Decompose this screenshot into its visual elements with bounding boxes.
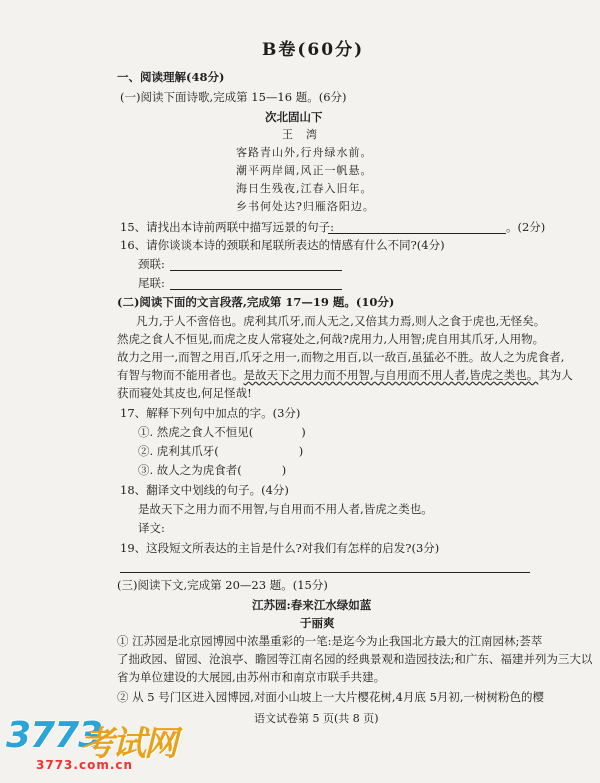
watermark-chinese: 考试网 xyxy=(80,724,176,764)
watermark-number: 3773 xyxy=(6,715,103,756)
part1-intro: (一)阅读下面诗歌,完成第 15—16 题。(6分) xyxy=(120,90,347,104)
answer-line[interactable] xyxy=(170,270,342,271)
article-author: 于丽爽 xyxy=(300,616,335,630)
part3-intro: (三)阅读下文,完成第 20—23 题。(15分) xyxy=(117,578,328,592)
q17-item xyxy=(138,463,286,477)
q16-label-a: 颈联: xyxy=(138,257,165,271)
q17-close: ) xyxy=(281,463,287,477)
q17-item xyxy=(138,444,303,458)
passage-line: 然虎之食人不恒见,而虎之皮人常寝处之,何哉?虎用力,人用智;虎自用其爪牙,人用物。 xyxy=(117,332,545,346)
poem-line: 海日生残夜,江春入旧年。 xyxy=(236,182,373,195)
poem-author: 王 湾 xyxy=(282,128,318,141)
passage-line: 获而寝处其皮也,何足怪哉! xyxy=(117,386,252,400)
article-title: 江苏园:春来江水绿如蓝 xyxy=(252,598,372,612)
passage-text: 有智与物而不能用者也。 xyxy=(117,368,244,382)
poem-title: 次北固山下 xyxy=(265,110,323,124)
passage-text: 其为人 xyxy=(538,368,573,382)
q17-item-text: ②. 虎利其爪牙( xyxy=(138,444,219,458)
page-footer: 语文试卷第 5 页(共 8 页) xyxy=(254,712,379,725)
part2-intro: (二)阅读下面的文言段落,完成第 17—19 题。(10分) xyxy=(117,295,395,309)
poem-line: 乡书何处达?归雁洛阳边。 xyxy=(236,200,375,213)
q17-close: ) xyxy=(301,425,306,439)
passage-line: 凡力,于人不啻倍也。虎利其爪牙,而人无之,又倍其力焉,则人之食于虎也,无怪矣。 xyxy=(136,314,546,328)
question-16: 16、请你谈谈本诗的颈联和尾联所表达的情感有什么不同?(4分) xyxy=(120,238,445,252)
q16-label-b: 尾联: xyxy=(138,276,165,290)
passage-line xyxy=(117,368,573,382)
section-heading: 一、阅读理解(48分) xyxy=(117,70,225,84)
article-paragraph: ① 江苏园是北京园博园中浓墨重彩的一笔:是迄今为止我国北方最大的江南园林;荟萃 xyxy=(117,634,543,648)
poem-line: 潮平两岸阔,风正一帆悬。 xyxy=(236,164,373,177)
answer-line[interactable] xyxy=(328,233,506,234)
q17-item-text: ①. 然虎之食人不恒见( xyxy=(138,425,254,439)
question-19: 19、这段短文所表达的主旨是什么?对我们有怎样的启发?(3分) xyxy=(120,541,440,555)
page-title: B卷(60分) xyxy=(262,40,365,60)
question-15: 15、请找出本诗前两联中描写远景的句子: xyxy=(120,220,335,234)
q17-item xyxy=(138,425,306,439)
article-paragraph: 了拙政园、留园、沧浪亭、瞻园等江南名园的经典景观和造园技法;和广东、福建并列为三大以 xyxy=(117,652,593,666)
passage-line: 故力之用一,而智之用百,爪牙之用一,而物之用百,以一敌百,虽猛必不胜。故人之为虎食者, xyxy=(117,350,565,364)
article-paragraph: 省为单位建设的大展园,由苏州市和南京市联手共建。 xyxy=(117,670,386,684)
question-17: 17、解释下列句中加点的字。(3分) xyxy=(120,406,301,420)
q18-sentence: 是故天下之用力而不用智,与自用而不用人者,皆虎之类也。 xyxy=(138,502,433,516)
article-paragraph: ② 从 5 号门区进入园博园,对面小山坡上一大片樱花树,4月底 5月初,一树树粉色的樱 xyxy=(117,690,545,704)
q17-item-text: ③. 故人之为虎食者( xyxy=(138,463,242,477)
q17-close: ) xyxy=(298,444,304,458)
answer-line[interactable] xyxy=(170,289,342,290)
underlined-sentence: 是故天下之用力而不用智,与自用而不用人者,皆虎之类也。 xyxy=(243,368,539,382)
question-15-score: 。(2分) xyxy=(506,220,546,234)
q18-answer-label: 译文: xyxy=(138,521,165,535)
watermark-url: 3773.com.cn xyxy=(36,758,134,772)
poem-line: 客路青山外,行舟绿水前。 xyxy=(236,146,373,159)
answer-line[interactable] xyxy=(120,572,530,573)
question-18: 18、翻译文中划线的句子。(4分) xyxy=(120,483,289,497)
